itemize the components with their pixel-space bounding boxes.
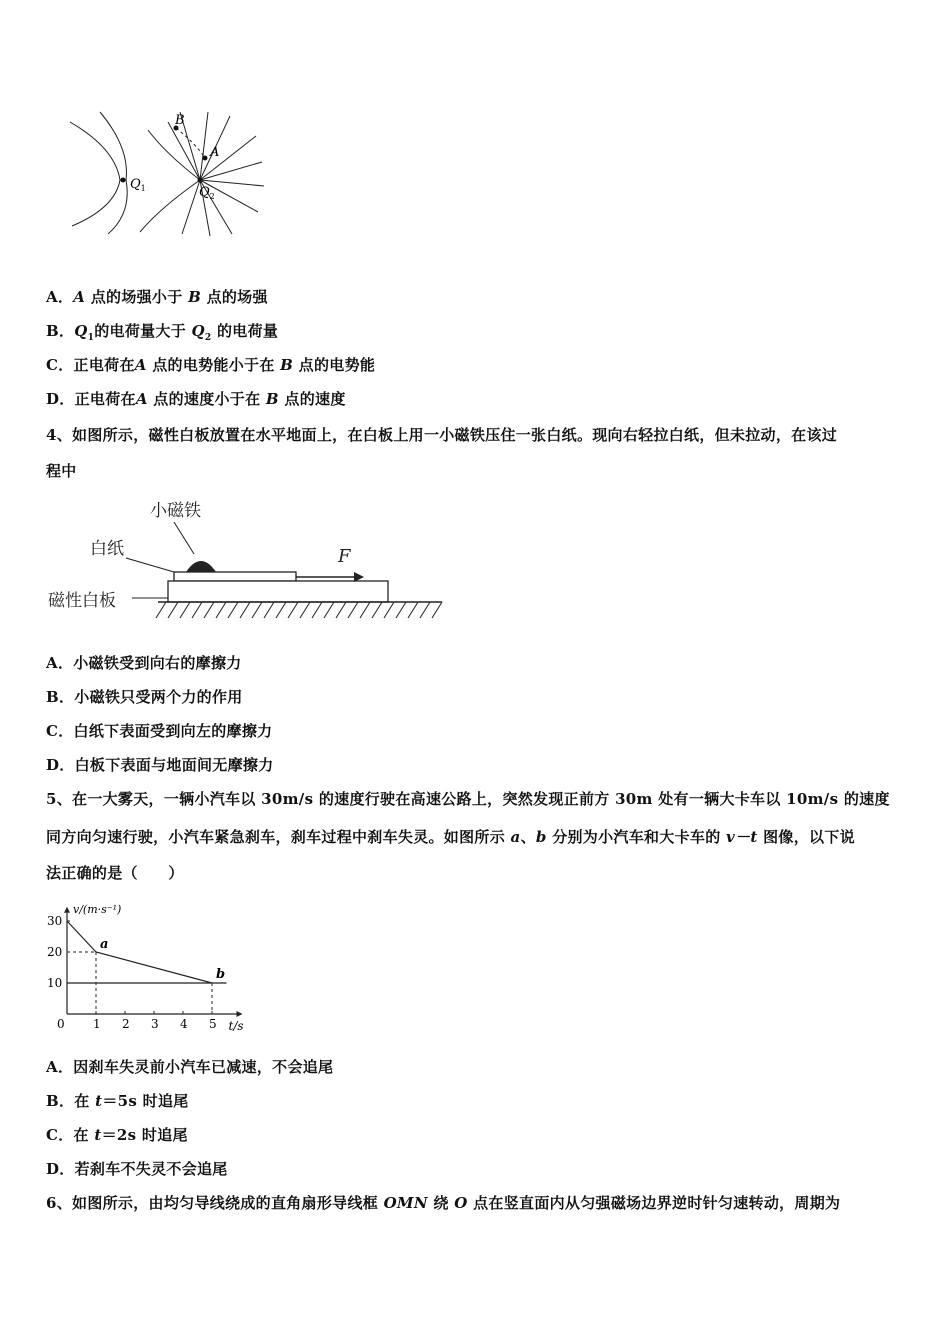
ground-hatch [156,602,442,618]
x-tick-label: 0 [57,1017,65,1031]
paper-shape [174,572,296,581]
y-tick-label: 30 [47,914,63,928]
field-line [70,122,120,226]
x-tick-label: 3 [151,1017,159,1031]
magnet-shape [186,561,216,572]
series-line-a [67,921,212,983]
q5-stem-line3: 法正确的是（ ） [46,864,184,882]
magnet-board-figure [46,492,446,632]
point-a [203,156,208,161]
charge-q2 [198,178,203,183]
q5-option-a: A．因刹车失灵前小汽车已减速，不会追尾 [46,1058,334,1076]
x-tick-label: 1 [93,1017,101,1031]
q3-option-c: C．正电荷在A 点的电势能小于在 B 点的电势能 [46,356,376,374]
field-line [100,112,127,234]
field-line [182,180,200,234]
q4-stem-line2: 程中 [46,462,77,480]
field-line [200,112,208,180]
x-tick-label: 5 [209,1017,217,1031]
q3-option-b: B．$Q_1$的电荷量大于 $Q_2$ 的电荷量 [46,322,279,343]
q5-stem-line2: 同方向匀速行驶，小汽车紧急刹车，刹车过程中刹车失灵。如图所示 a、b 分别为小汽车和大卡车的 v－t 图像，以下说 [46,828,855,846]
field-line [200,136,256,180]
q3-option-d: D．正电荷在A 点的速度小于在 B 点的速度 [46,390,346,408]
x-axis-arrow [237,1011,243,1017]
y-axis-label: v/(m·s⁻¹) [73,902,122,916]
label-q2: $Q_2$ [199,185,215,201]
q4-option-b: B．小磁铁只受两个力的作用 [46,688,243,706]
q4-option-c: C．白纸下表面受到向左的摩擦力 [46,722,273,740]
label-q1: $Q_1$ [130,177,146,193]
q3-option-a: A．A 点的场强小于 B 点的场强 [46,288,268,306]
x-tick-label: 4 [180,1017,188,1031]
field-line [200,162,262,180]
y-tick-label: 10 [47,976,63,990]
q4-stem-line1: 4、如图所示，磁性白板放置在水平地面上，在白板上用一小磁铁压住一张白纸。现向右轻拉白纸，但未拉动，在该过 [46,426,838,444]
q6-stem: 6、如图所示，由均匀导线绕成的直角扇形导线框 OMN 绕 O 点在竖直面内从匀强磁场边界逆时针匀速转动，周期为 [46,1194,841,1212]
annotation-b: b [216,967,226,982]
label-board: 磁性白板 [48,591,116,611]
field-lines-figure [60,108,270,238]
vt-chart [40,892,250,1037]
field-line [168,122,200,180]
label-paper: 白纸 [90,539,124,559]
x-axis-label: t/s [228,1019,244,1033]
annotation-a: a [100,937,109,952]
label-force: F [338,546,351,567]
label-b: B [175,113,185,128]
q5-stem-line1: 5、在一大雾天，一辆小汽车以 30m/s 的速度行驶在高速公路上，突然发现正前方 30m 处有一辆大卡车以 10m/s 的速度 [46,790,890,808]
q5-option-b: B．在 t＝5s 时追尾 [46,1092,189,1110]
label-a: A [210,145,220,160]
q5-option-d: D．若刹车不失灵不会追尾 [46,1160,228,1178]
dashed-path [176,128,205,158]
y-tick-label: 20 [47,945,63,959]
charge-q1 [121,178,126,183]
board-shape [168,581,388,602]
x-tick-label: 2 [122,1017,130,1031]
label-magnet: 小磁铁 [150,501,201,521]
q4-option-d: D．白板下表面与地面间无摩擦力 [46,756,274,774]
q5-option-c: C．在 t＝2s 时追尾 [46,1126,188,1144]
q4-option-a: A．小磁铁受到向右的摩擦力 [46,654,242,672]
y-axis-arrow [64,907,70,913]
leader-paper [126,558,174,572]
leader-magnet [174,522,194,554]
